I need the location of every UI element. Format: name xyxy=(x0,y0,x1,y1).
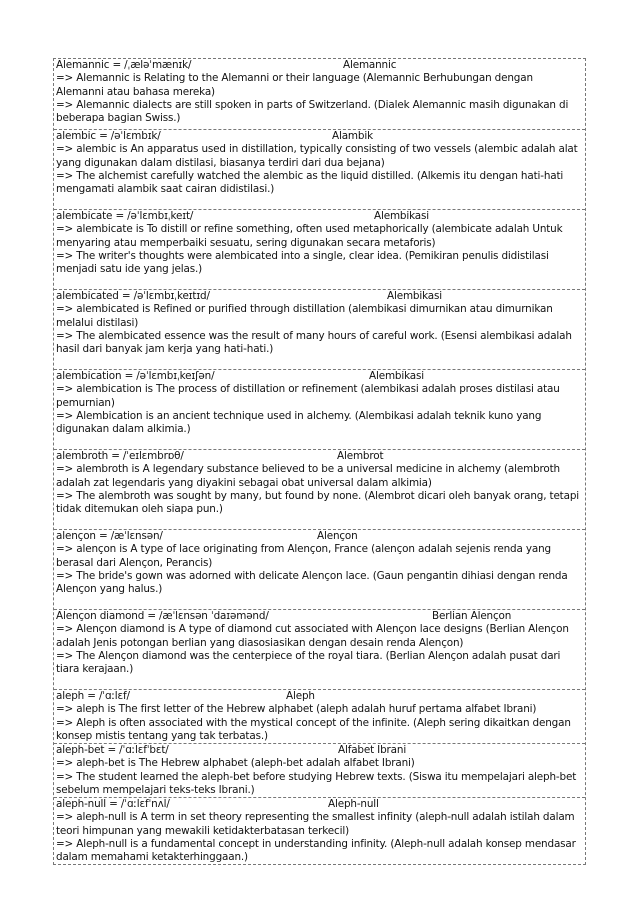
dictionary-entry xyxy=(54,369,585,449)
entry-translation: Alembrot xyxy=(337,450,384,462)
entry-definition: => aleph-bet is The Hebrew alphabet (aleph-bet adalah alfabet Ibrani) xyxy=(56,757,415,770)
entry-example: => The Alençon diamond was the centerpiece of the royal tiara. (Berlian Alençon adalah pusat dari tiara kerajaan.) xyxy=(56,649,561,676)
entry-translation: Alfabet Ibrani xyxy=(338,744,407,756)
entry-definition: => alembroth is A legendary substance believed to be a universal medicine in alchemy (alembroth adalah zat legendaris yang diyakini sebagai obat universal dalam alkimia) xyxy=(56,463,560,489)
entry-definition: => alembicated is Refined or purified through distillation (alembikasi dimurnikan atau dimurnikan melalui distilasi) xyxy=(56,303,553,329)
entry-definition: => aleph-null is A term in set theory representing the smallest infinity (aleph-null adalah istilah dalam teori himpunan yang mewakili ketidakterbatasan terkecil) xyxy=(56,811,575,837)
entry-example: => The alchemist carefully watched the alembic as the liquid distilled. (Alkemis itu dengan hati-hati mengamati alambik saat cairan didistilasi.) xyxy=(56,169,564,196)
dictionary-entry xyxy=(54,609,585,689)
entry-example: => Alemannic dialects are still spoken in parts of Switzerland. (Dialek Alemannic masih digunakan di beberapa bagian Swiss.) xyxy=(56,98,569,125)
dictionary-entry xyxy=(54,59,585,129)
entry-example: => The student learned the aleph-bet before studying Hebrew texts. (Siswa itu mempelajari aleph-bet sebelum mempelajari teks-teks Ibrani.) xyxy=(56,770,577,796)
entry-headline xyxy=(56,130,583,143)
entry-headline xyxy=(56,610,583,623)
entry-translation: Aleph xyxy=(286,690,315,702)
entry-example: => The alembicated essence was the result of many hours of careful work. (Esensi alembikasi adalah hasil dari banyak jam kerja yang hati-hati.) xyxy=(56,329,572,356)
dictionary-entry xyxy=(54,289,585,369)
dictionary-entry xyxy=(54,743,585,797)
entry-definition: => alembicate is To distill or refine something, often used metaphorically (alembicate adalah Untuk menyaring atau memperbaiki sesuatu, sering digunakan secara metaforis) xyxy=(56,223,563,249)
entry-definition: => alembication is The process of distillation or refinement (alembikasi adalah proses distilasi atau pemurnian) xyxy=(56,383,560,409)
entry-definition: => Alençon diamond is A type of diamond cut associated with Alençon lace designs (Berlian Alençon adalah Jenis potongan berlian yang diasosiasikan dengan desain renda Alençon) xyxy=(56,623,569,649)
entry-translation: Berlian Alençon xyxy=(432,610,512,622)
entry-headline xyxy=(56,744,583,757)
entry-headline xyxy=(56,370,583,383)
entry-headline xyxy=(56,59,583,72)
entry-translation: Alambik xyxy=(332,130,373,142)
entry-headline xyxy=(56,290,583,303)
dictionary-table xyxy=(53,58,586,865)
entry-translation: Alembikasi xyxy=(369,370,424,382)
entry-term: alembication = /əˈlɛmbɪˌkeɪʃən/ xyxy=(56,370,215,382)
entry-term: alembicate = /əˈlɛmbɪˌkeɪt/ xyxy=(56,210,194,222)
entry-example: => The alembroth was sought by many, but found by none. (Alembrot dicari oleh banyak orang, tetapi tidak ditemukan oleh siapa pun.) xyxy=(56,489,580,516)
entry-term: alembicated = /əˈlɛmbɪˌkeɪtɪd/ xyxy=(56,290,210,302)
entry-translation: Alembikasi xyxy=(387,290,442,302)
entry-term: alembroth = /ˈeɪlɛmbrɒθ/ xyxy=(56,450,184,462)
entry-translation: Aleph-null xyxy=(328,798,379,810)
entry-example: => Aleph-null is a fundamental concept in understanding infinity. (Aleph-null adalah konsep mendasar dalam memahami ketakterhinggaan.) xyxy=(56,837,576,864)
dictionary-entry xyxy=(54,529,585,609)
entry-headline xyxy=(56,450,583,463)
entry-term: aleph-bet = /ˈɑːlɛfˈbɛt/ xyxy=(56,744,169,756)
dictionary-entry xyxy=(54,797,585,864)
dictionary-entry xyxy=(54,449,585,529)
entry-translation: Alembikasi xyxy=(374,210,429,222)
entry-term: Alemannic = /ˌæləˈmænɪk/ xyxy=(56,59,192,71)
entry-headline xyxy=(56,690,583,703)
dictionary-entry xyxy=(54,129,585,209)
dictionary-entry xyxy=(54,689,585,743)
entry-term: Alençon diamond = /æˈlɛnsən ˈdaɪəmənd/ xyxy=(56,610,269,622)
entry-headline xyxy=(56,798,583,811)
entry-definition: => alembic is An apparatus used in distillation, typically consisting of two vessels (alembic adalah alat yang digunakan dalam distilasi, biasanya terdiri dari dua bejana) xyxy=(56,143,578,169)
entry-definition: => aleph is The first letter of the Hebrew alphabet (aleph adalah huruf pertama alfabet Ibrani) xyxy=(56,703,537,716)
entry-definition: => alençon is A type of lace originating from Alençon, France (alençon adalah sejenis renda yang berasal dari Alençon, Perancis) xyxy=(56,543,551,569)
entry-definition: => Alemannic is Relating to the Alemanni or their language (Alemannic Berhubungan dengan Alemanni atau bahasa mereka) xyxy=(56,72,533,98)
entry-term: alençon = /æˈlɛnsən/ xyxy=(56,530,163,542)
entry-term: aleph = /ˈɑːlɛf/ xyxy=(56,690,130,702)
entry-example: => Aleph is often associated with the mystical concept of the infinite. (Aleph sering dikaitkan dengan konsep mistis tentang yang tak terbatas.) xyxy=(56,716,571,742)
entry-example: => The bride's gown was adorned with delicate Alençon lace. (Gaun pengantin dihiasi dengan renda Alençon yang halus.) xyxy=(56,569,568,596)
dictionary-entry xyxy=(54,209,585,289)
entry-term: alembic = /əˈlɛmbɪk/ xyxy=(56,130,161,142)
entry-translation: Alençon xyxy=(317,530,358,542)
entry-translation: Alemannic xyxy=(343,59,397,71)
entry-term: aleph-null = /ˈɑːlɛfˈnʌl/ xyxy=(56,798,170,810)
entry-headline xyxy=(56,530,583,543)
entry-headline xyxy=(56,210,583,223)
entry-example: => Alembication is an ancient technique used in alchemy. (Alembikasi adalah teknik kuno yang digunakan dalam alkimia.) xyxy=(56,409,542,436)
entry-example: => The writer's thoughts were alembicated into a single, clear idea. (Pemikiran penulis didistilasi menjadi satu ide yang jelas.) xyxy=(56,249,549,276)
